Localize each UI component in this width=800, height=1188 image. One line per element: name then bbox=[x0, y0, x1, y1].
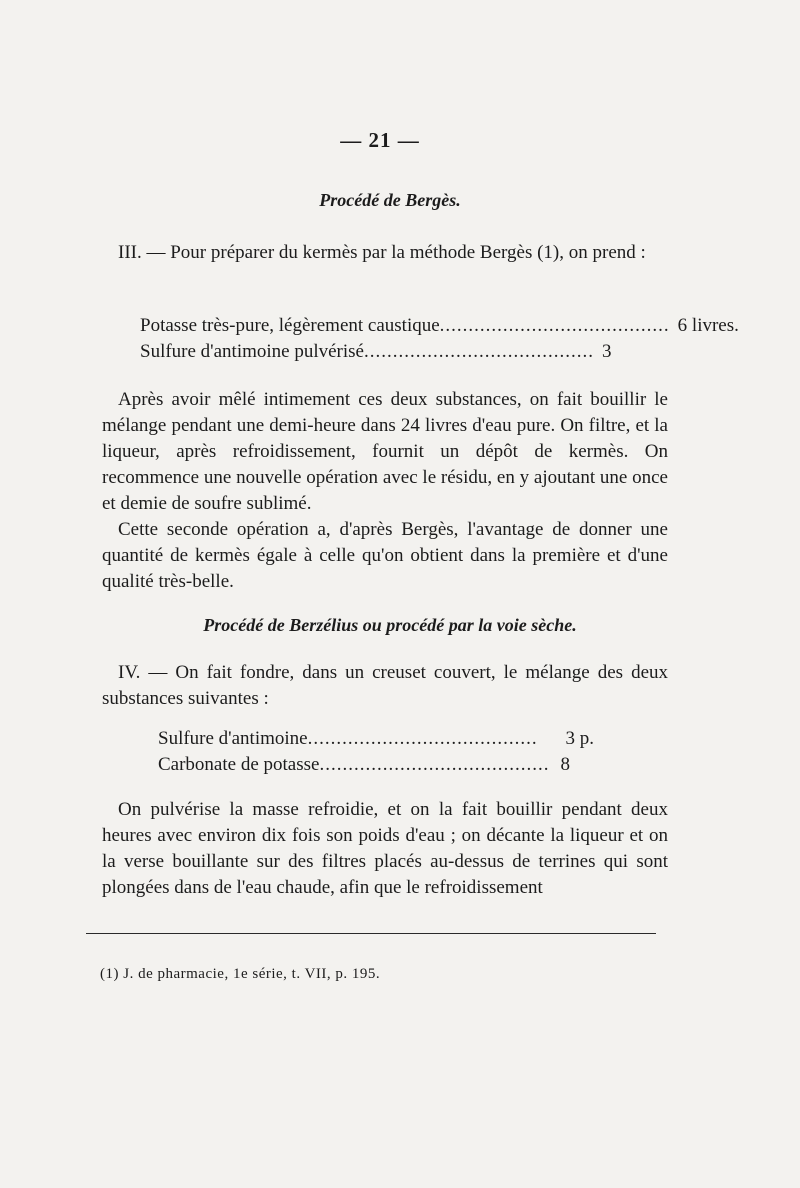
ingredient-quantity: 8 bbox=[560, 754, 570, 775]
ingredient-quantity: 6 livres. bbox=[677, 315, 739, 336]
section-heading-berges: Procédé de Bergès. bbox=[319, 190, 461, 210]
ingredient-row bbox=[158, 752, 570, 778]
leader-dots: ........................................ bbox=[439, 315, 670, 336]
ingredient-row bbox=[140, 313, 739, 339]
paragraph-berzelius-method: On pulvérise la masse refroidie, et on la fait bouillir pendant deux heures avec environ dix fois son poids d'eau ; on décante la liqueur et on la verse bouillante sur des filtres placés au-dessus de terrines qui sont plongées dans de l'eau chaude, afin que le refroidissement bbox=[102, 799, 668, 898]
leader-dots: ........................................ bbox=[319, 754, 550, 775]
page-number: — 21 — bbox=[340, 128, 420, 152]
ingredient-quantity: 3 bbox=[601, 341, 612, 362]
ingredient-row bbox=[158, 726, 594, 752]
ingredient-name: Carbonate de potasse bbox=[158, 754, 320, 775]
ingredient-row bbox=[140, 339, 612, 365]
ingredient-name: Sulfure d'antimoine bbox=[158, 728, 308, 749]
paragraph-berges-method: Après avoir mêlé intimement ces deux substances, on fait bouillir le mélange pendant une demi-heure dans 24 livres d'eau pure. On filtre, et la liqueur, après refroidissement, fournit un dépôt de kermès. On recommence une nouvelle opération avec le résidu, en y ajoutant une once et demie de soufre sublimé. bbox=[102, 389, 668, 514]
paragraph-intro-berzelius: IV. — On fait fondre, dans un creuset couvert, le mélange des deux substances suivantes : bbox=[102, 662, 668, 709]
ingredient-name: Potasse très-pure, légèrement caustique bbox=[140, 315, 440, 336]
ingredient-quantity: 3 p. bbox=[565, 728, 594, 749]
paragraph-berges-advantage: Cette seconde opération a, d'après Bergès, l'avantage de donner une quantité de kermès égale à celle qu'on obtient dans la première et d'une qualité très-belle. bbox=[102, 519, 668, 592]
footnote: (1) J. de pharmacie, 1e série, t. VII, p. 195. bbox=[100, 966, 381, 982]
leader-dots: ........................................ bbox=[307, 728, 538, 749]
paragraph-intro-berges: III. — Pour préparer du kermès par la méthode Bergès (1), on prend : bbox=[118, 242, 646, 263]
section-heading-berzelius: Procédé de Berzélius ou procédé par la voie sèche. bbox=[203, 615, 577, 635]
leader-dots: ........................................ bbox=[363, 341, 594, 362]
footnote-divider bbox=[86, 933, 656, 934]
ingredient-name: Sulfure d'antimoine pulvérisé bbox=[140, 341, 364, 362]
